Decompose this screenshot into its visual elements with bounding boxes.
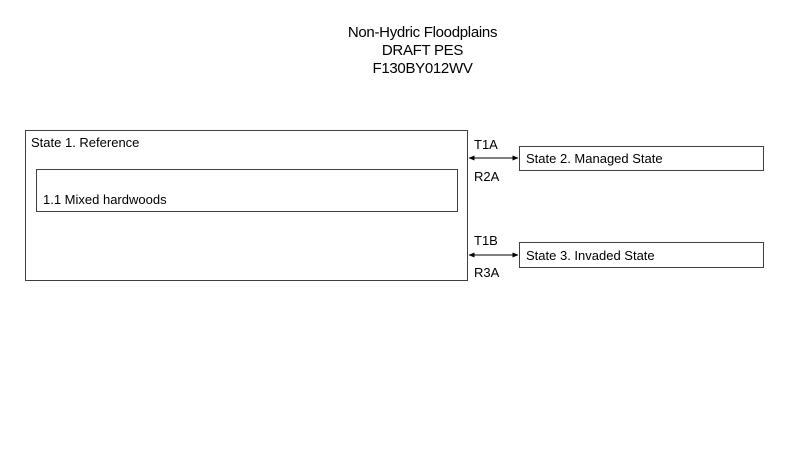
- state-2-label: State 2. Managed State: [526, 151, 663, 166]
- title-line-code: F130BY012WV: [372, 60, 473, 77]
- phase-1-1-label: 1.1 Mixed hardwoods: [43, 192, 167, 207]
- state-3-label: State 3. Invaded State: [526, 248, 655, 263]
- phase-1-1-box: [36, 169, 458, 212]
- transition-r2a-label: R2A: [474, 169, 500, 184]
- transition-t1b-label: T1B: [474, 233, 498, 248]
- title-line-status: DRAFT PES: [381, 42, 464, 59]
- state-2-managed-box: [519, 146, 764, 171]
- transition-r3a-label: R3A: [474, 265, 500, 280]
- title-line-name: Non-Hydric Floodplains: [347, 24, 498, 41]
- diagram-title: [0, 24, 800, 78]
- state-1-label: State 1. Reference: [31, 135, 140, 150]
- transition-t1a-label: T1A: [474, 137, 498, 152]
- state-3-invaded-box: [519, 242, 764, 268]
